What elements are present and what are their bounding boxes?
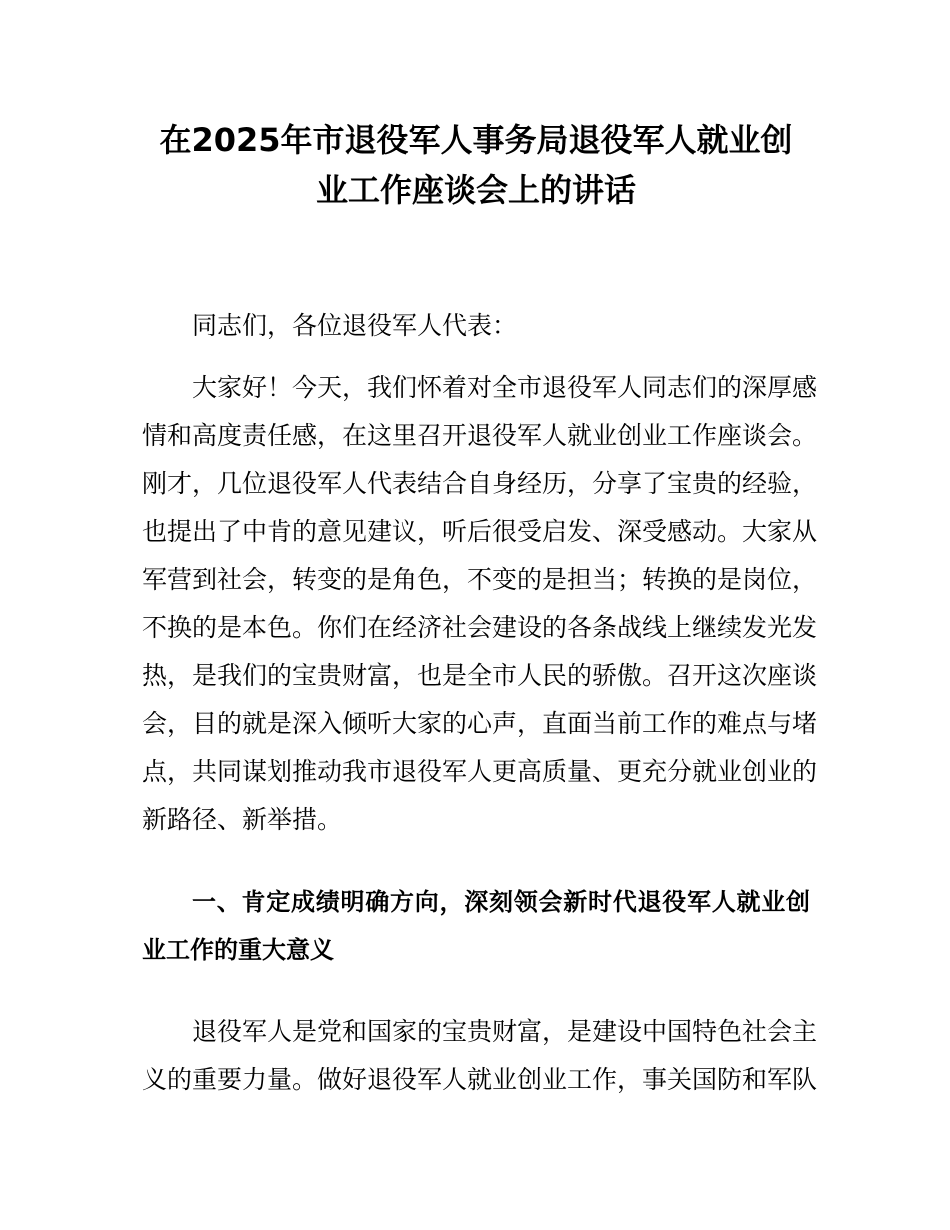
- paragraph-line: 会，目的就是深入倾听大家的心声，直面当前工作的难点与堵: [142, 709, 818, 738]
- section-heading-line: 一、肯定成绩明确方向，深刻领会新时代退役军人就业创: [192, 888, 810, 916]
- section-heading-line: 业工作的重大意义: [142, 936, 334, 964]
- paragraph-line: 义的重要力量。做好退役军人就业创业工作，事关国防和军队: [142, 1065, 818, 1094]
- title-line: 在2025年市退役军人事务局退役军人就业创: [159, 121, 793, 159]
- paragraph-line: 热，是我们的宝贵财富，也是全市人民的骄傲。召开这次座谈: [142, 661, 818, 690]
- paragraph-line: 情和高度责任感，在这里召开退役军人就业创业工作座谈会。: [142, 421, 818, 450]
- paragraph-line: 点，共同谋划推动我市退役军人更高质量、更充分就业创业的: [142, 757, 818, 786]
- paragraph-line: 也提出了中肯的意见建议，听后很受启发、深受感动。大家从: [142, 517, 818, 546]
- salutation: 同志们，各位退役军人代表：: [192, 311, 518, 340]
- paragraph-line: 刚才，几位退役军人代表结合自身经历，分享了宝贵的经验，: [142, 469, 818, 498]
- document-title: [140, 115, 812, 215]
- paragraph-line: 大家好！今天，我们怀着对全市退役军人同志们的深厚感: [192, 373, 818, 402]
- paragraph-line: 退役军人是党和国家的宝贵财富，是建设中国特色社会主: [192, 1017, 818, 1046]
- title-line: 业工作座谈会上的讲话: [315, 171, 636, 209]
- paragraph-line: 不换的是本色。你们在经济社会建设的各条战线上继续发光发: [142, 613, 818, 642]
- paragraph-line: 新路径、新举措。: [142, 805, 343, 834]
- paragraph-line: 军营到社会，转变的是角色，不变的是担当；转换的是岗位，: [142, 565, 818, 594]
